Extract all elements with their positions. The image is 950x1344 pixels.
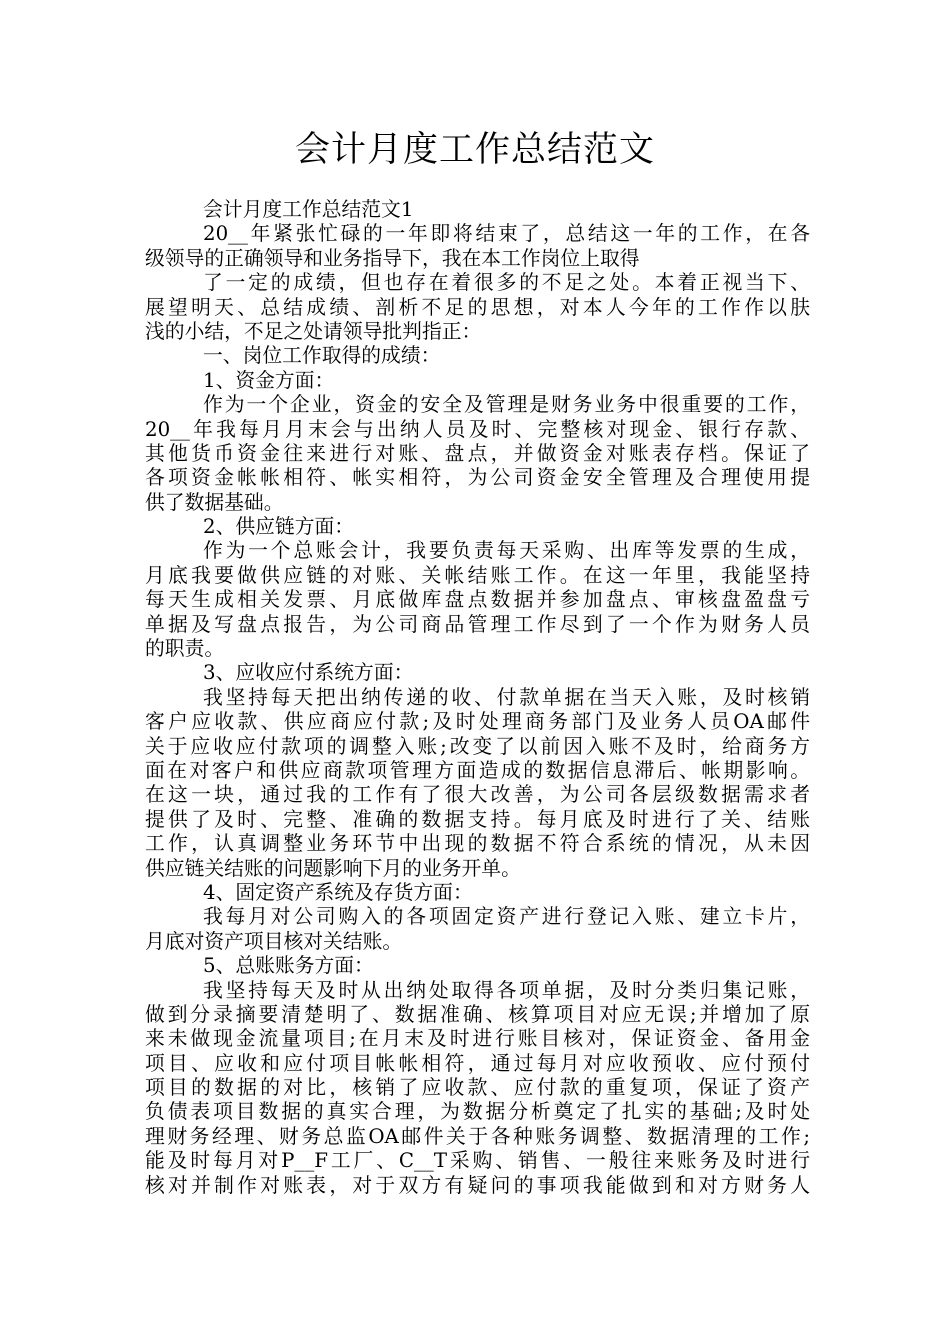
body-line: 浅的小结，不足之处请领导批判指正：	[145, 319, 482, 343]
body-line: 我坚持每天及时从出纳处取得各项单据，及时分类归集记账，	[203, 978, 810, 1002]
body-line: 客户应收款、供应商应付款;及时处理商务部门及业务人员OA邮件	[145, 710, 810, 734]
body-line: 各项资金帐帐相符、帐实相符，为公司资金安全管理及合理使用提	[145, 466, 810, 490]
body-line: 做到分录摘要清楚明了、数据准确、核算项目对应无误;并增加了原	[145, 1002, 810, 1026]
body-line: 来未做现金流量项目;在月末及时进行账目核对，保证资金、备用金	[145, 1027, 810, 1051]
body-line: 一、岗位工作取得的成绩：	[203, 344, 441, 368]
body-line: 负债表项目数据的真实合理，为数据分析奠定了扎实的基础;及时处	[145, 1100, 810, 1124]
document-title: 会计月度工作总结范文	[294, 130, 655, 170]
body-line: 5、总账账务方面：	[203, 954, 374, 978]
body-line: 作为一个企业，资金的安全及管理是财务业务中很重要的工作，	[203, 393, 810, 417]
body-line: 项目的数据的对比，核销了应收款、应付款的重复项，保证了资产	[145, 1076, 810, 1100]
body-line: 我每月对公司购入的各项固定资产进行登记入账、建立卡片，	[203, 905, 810, 929]
body-line: 20__年紧张忙碌的一年即将结束了，总结这一年的工作，在各	[203, 222, 810, 246]
body-line: 会计月度工作总结范文1	[203, 198, 414, 221]
body-line: 核对并制作对账表，对于双方有疑问的事项我能做到和对方财务人	[145, 1173, 810, 1197]
body-line: 我坚持每天把出纳传递的收、付款单据在当天入账，及时核销	[203, 685, 810, 709]
body-line: 其他货币资金往来进行对账、盘点，并做资金对账表存档。保证了	[145, 441, 810, 465]
body-line: 了一定的成绩，但也存在着很多的不足之处。本着正视当下、	[203, 271, 810, 295]
body-line: 4、固定资产系统及存货方面：	[203, 880, 473, 904]
body-line: 3、应收应付系统方面：	[203, 661, 414, 685]
body-line: 展望明天、总结成绩、剖析不足的思想，对本人今年的工作作以肤	[145, 295, 810, 319]
body-line: 月底我要做供应链的对账、关帐结账工作。在这一年里，我能坚持	[145, 563, 810, 587]
body-line: 20__年我每月月末会与出纳人员及时、完整核对现金、银行存款、	[145, 417, 810, 441]
body-line: 能及时每月对P__F工厂、C__T采购、销售、一般往来账务及时进行	[145, 1149, 810, 1173]
body-line: 2、供应链方面：	[203, 515, 355, 539]
body-line: 的职责。	[145, 637, 225, 661]
body-line: 面在对客户和供应商款项管理方面造成的数据信息滞后、帐期影响。	[145, 758, 810, 782]
body-line: 关于应收应付款项的调整入账;改变了以前因入账不及时，给商务方	[145, 734, 810, 758]
body-line: 工作，认真调整业务环节中出现的数据不符合系统的情况，从未因	[145, 832, 810, 856]
body-line: 提供了及时、完整、准确的数据支持。每月底及时进行了关、结账	[145, 807, 810, 831]
body-line: 在这一块，通过我的工作有了很大改善，为公司各层级数据需求者	[145, 783, 810, 807]
document-body	[145, 198, 810, 1198]
body-line: 级领导的正确领导和业务指导下，我在本工作岗位上取得	[145, 246, 640, 270]
body-line: 作为一个总账会计，我要负责每天采购、出库等发票的生成，	[203, 539, 810, 563]
body-line: 供应链关结账的问题影响下月的业务开单。	[145, 856, 521, 880]
body-line: 月底对资产项目核对关结账。	[145, 929, 403, 953]
body-line: 每天生成相关发票、月底做库盘点数据并参加盘点、审核盘盈盘亏	[145, 588, 810, 612]
body-line: 单据及写盘点报告，为公司商品管理工作尽到了一个作为财务人员	[145, 612, 810, 636]
body-line: 供了数据基础。	[145, 490, 284, 514]
body-line: 项目、应收和应付项目帐帐相符，通过每月对应收预收、应付预付	[145, 1051, 810, 1075]
body-line: 1、资金方面：	[203, 368, 335, 392]
body-line: 理财务经理、财务总监OA邮件关于各种账务调整、数据清理的工作;	[145, 1124, 810, 1148]
